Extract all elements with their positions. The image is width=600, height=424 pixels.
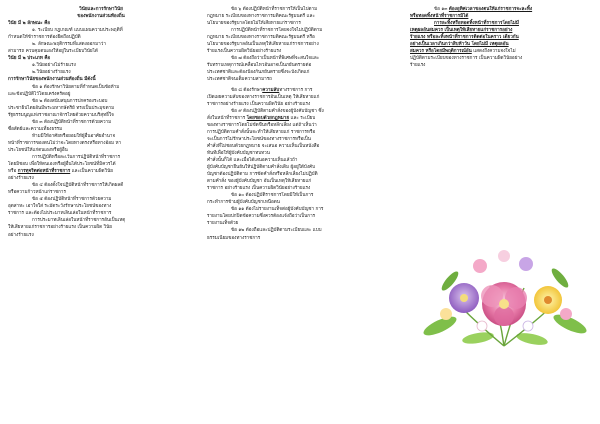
text-line: รายงานเท็จด้วย — [207, 221, 239, 227]
text-line: ร้ายแรง — [410, 63, 426, 69]
text-line: ประโยชน์ให้แก่ตนเองหรือผู้อื่น — [8, 147, 68, 153]
text-span: สั่งในหน้าที่ราชการ — [207, 115, 247, 121]
column-middle — [207, 6, 397, 242]
text-line — [410, 48, 594, 55]
list-item: ๑.วินัยอย่างไม่ร้ายแรง — [32, 63, 76, 69]
text-span: ทางราชการ การ — [279, 87, 313, 93]
list-item: ๒.วินัยอย่างร้ายแรง — [32, 70, 71, 76]
text-line: คำสั่งนั้นก็ได้ และเมื่อได้เสนอความเห็นแล้วถ้า — [207, 157, 298, 163]
text-line: ราชการ และต้องไม่ประมาทเลินเล่อในหน้าที่ราชการ — [8, 211, 112, 217]
text-line: ประชาธิปไตยอันมีพระมหากษัตริย์ ทรงเป็นประมุขตาม — [8, 105, 115, 111]
text-line: นโยบายของรัฐบาลโดยไม่ให้เสียหายแก่ราชการ — [207, 21, 301, 27]
text-span: ข้อ ๑๓ — [434, 7, 449, 12]
purple-flower — [449, 283, 479, 313]
underlined-phrase: อย่างเป็นเวลาเกินกว่าสิบห้าวัน โดยไม่มี เหตุผลอัน — [410, 42, 509, 48]
text-line: การปฏิบัติตามคำสั่งนั้นจะทำให้เสียหายแก่ ราชการหรือ — [207, 129, 316, 135]
text-line: บัญชาต้องปฏิบัติตาม การขัดคำสั่งหรือหลีกเลี่ยงไม่ปฏิบัติ — [207, 172, 318, 178]
text-line: ข้อ ๗ ต้องถือว่าเป็นหน้าที่พิเศษที่จะสนใจและ — [231, 56, 320, 62]
text-line — [207, 115, 397, 122]
text-span: และเป็นความผิดวินัย — [70, 169, 113, 175]
underlined-phrase: การทุจริตต่อหน้าที่ราชการ — [17, 169, 71, 175]
text-line: การประมาทเลินเล่อในหน้าที่ราชการอันเป็นเหตุ — [32, 218, 126, 224]
text-line: ร้ายแรงเป็นความผิดวินัยอย่างร้ายแรง — [207, 49, 282, 55]
underlined-phrase: การละทิ้งหรือทอดทิ้งหน้าที่ราชการโดยไม่มี — [434, 21, 519, 27]
text-line: ข้อ ๙ ต้องปฏิบัติตามคำสั่งของผู้บังคับบัญชา ซึ่ง — [231, 108, 324, 114]
text-line: อย่างร้ายแรง — [8, 232, 34, 238]
column-left — [8, 6, 194, 239]
text-line: จะเป็นการไม่รักษาประโยชน์ของทางราชการหรือเป็น — [207, 136, 311, 142]
text-line — [8, 168, 194, 175]
text-line: รับทราบเหตุการณ์เคลื่อนไหวอันอาจเป็นภยันตรายต่อ — [207, 63, 312, 69]
text-line: กฎหมาย ระเบียบของทางราชการมติคณะรัฐมนตรี และ — [207, 14, 315, 20]
text-line: กฎหมาย ระเบียบของทางราชการมติคณะรัฐมนตรี หรือ — [207, 35, 315, 41]
underlined-phrase: ต้องอุทิศเวลาของตนให้แก่ราชการจะละทิ้ง — [448, 7, 533, 12]
text-line: คำสั่งที่ไม่ชอบด้วยกฎหมาย จะเสนอ ความเห็นเป็นหนังสือ — [207, 143, 320, 149]
text-line: ประเทศชาติจนเต็มความสามารถ — [207, 77, 272, 83]
text-span: หรือ — [8, 169, 18, 175]
underlined-phrase: โดยชอบด้วยกฎหมาย — [246, 115, 290, 121]
pink-flower — [481, 282, 527, 326]
text-line: รายงานโดยปกปิดข้อความซึ่งควรต้องแจ้งถือว่าเป็นการ — [207, 214, 316, 220]
text-span: ข้อ ๘ ต้องรักษา — [231, 87, 263, 93]
flower-illustration — [420, 226, 588, 356]
text-line: ข้อ ๑๑ ต้องไม่รายงานเท็จต่อผู้บังคับบัญชา การ — [231, 207, 324, 213]
section-heading-rules: การรักษาวินัยของพนักงานส่วนท้องถิ่น มีดังนี้ — [8, 77, 96, 83]
text-line: ให้เสียหายแก่ราชการอย่างร้ายแรง เป็นความผิด วินัย — [8, 225, 112, 231]
text-line: และข้อปฏิบัติไว้โดยเคร่งครัดอยู่ — [8, 91, 71, 97]
text-line: ๑. ระเบียบ กฎเกณฑ์ แบบแผนความประพฤติที่ — [32, 28, 123, 34]
text-line: ห้ามมิให้อาศัยหรือยอมให้ผู้อื่นอาศัยอำนาจ — [32, 133, 116, 139]
text-line: ข้อ ๑๒ ต้องถือและปฏิบัติตามระเบียบและ แบบ — [231, 228, 322, 234]
text-line: ข้อ ๖ ต้องปฏิบัติหน้าที่ราชการให้เป็นไปตาม — [231, 7, 318, 12]
text-line: ซื่อสัตย์และความเที่ยงธรรม — [8, 126, 63, 132]
text-line: ธรรมเนียมของทางราชการ — [207, 235, 261, 241]
text-line: ตามคำสั่ง ของผู้บังคับบัญชา อันเป็นเหตุให้เสียหายแก่ — [207, 179, 312, 185]
section-heading-discipline-categories: วินัย มี ๒ ประเภท คือ — [8, 56, 51, 62]
text-line: ข้อ ๓ ต้องปฏิบัติหน้าที่ราชการด้วยความ — [32, 119, 112, 125]
underlined-phrase: หรือทอดทิ้งหน้าที่ราชการมิได้ — [410, 14, 469, 20]
text-line: ผู้บังคับบัญชายืนยันให้ปฏิบัติตามคำสั่งเดิม ผู้อยู่ใต้บังคับ — [207, 165, 316, 171]
text-line: ราชการ อย่างร้ายแรง เป็นความผิดวินัยอย่างร้ายแรง — [207, 186, 311, 192]
text-line: กระทำการข้ามผู้บังคับบัญชาเหนือตน — [207, 200, 280, 206]
text-line: สามารถ ควบคุมตนเองให้อยู่ในระเบียบวินัยได้ — [8, 49, 98, 55]
text-line: การปฏิบัติหรือละเว้นการปฏิบัติหน้าที่ราชการ — [32, 154, 121, 160]
underlined-phrase: ร้ายแรง หรือละทิ้งหน้าที่ราชการติดต่อในคราว เดียวกัน — [410, 35, 519, 41]
text-line: ปฏิบัติตามระเบียบของทางราชการ เป็นความผิดวินัยอย่าง — [410, 56, 523, 62]
text-line: ของทางราชการโดยไม่ขัดขืนหรือหลีกเลี่ยง แต่ถ้าเห็นว่า — [207, 122, 317, 128]
text-line: หรือความก้าวหน้าแก่ราชการ — [8, 190, 66, 196]
document-subtitle: ของพนักงานส่วนท้องถิ่น — [77, 14, 125, 20]
text-line: ราชการอย่างร้ายแรง เป็นความผิดวินัย อย่างร้ายแรง — [207, 101, 311, 107]
text-line: ประเทศชาติและต้องป้องกันภยันตรายซึ่งจะบังเกิดแก่ — [207, 70, 310, 76]
text-line: หน้าที่ราชการของตนไม่ว่าจะโดยทางตรงหรือทางอ้อม หา — [8, 140, 122, 146]
section-heading-discipline-types: วินัย มี ๒ ลักษณะ คือ — [8, 21, 51, 27]
yellow-flower — [534, 286, 562, 314]
text-line — [410, 6, 594, 13]
text-line: ๒. ลักษณะพฤติกรรมที่แสดงออกมาว่า — [32, 42, 106, 48]
underlined-phrase: ความลับ — [262, 87, 280, 93]
text-line: ข้อ ๑ ต้องรักษาวินัยตามที่กำหนดเป็นข้อห้าม — [32, 84, 120, 90]
text-span: แสดงถึงความจงใจไม่ — [471, 49, 516, 55]
text-line: ทันทีเพื่อให้ผู้บังคับบัญชาทบทวน — [207, 150, 270, 156]
text-line: โดยมิชอบ เพื่อให้ตนเองหรือผู้อื่นได้ประโยชน์ที่มิควรได้ — [8, 162, 116, 168]
text-line: ข้อ ๒ ต้องสนับสนุนการปกครองระบอบ — [32, 98, 108, 104]
underlined-phrase: สมควร หรือโดยมีพฤติการณ์อัน — [410, 49, 472, 55]
column-right — [410, 6, 594, 69]
text-line: การปฏิบัติหน้าที่ราชการโดยจงใจไม่ปฏิบัติตาม — [231, 28, 323, 34]
text-line: เปิดเผยความลับของทางราชการอันเป็นเหตุ ให้เสียหายแก่ — [207, 94, 320, 100]
text-line: อย่างร้ายแรง — [8, 176, 34, 182]
text-line: ข้อ ๔ ต้องตั้งใจปฏิบัติหน้าที่ราชการให้เกิดผลดี — [32, 183, 124, 189]
text-line: รัฐธรรมนูญแห่งราชอาณาจักรไทยด้วยความบริสุทธิ์ใจ — [8, 112, 114, 118]
text-line: นโยบายของรัฐบาลอันเป็นเหตุให้เสียหายแก่ราชการอย่าง — [207, 42, 319, 48]
text-span: และ ระเบียบ — [289, 115, 316, 121]
text-line: ข้อ ๑๐ ต้องปฏิบัติราชการโดยมิให้เป็นการ — [231, 193, 314, 199]
document-title: วินัยและการรักษาวินัย — [79, 7, 123, 12]
text-line: อุตสาหะ เอาใจใส่ ระมัดระวังรักษาประโยชน์ของทาง — [8, 204, 112, 210]
text-line: ข้อ ๕ ต้องปฏิบัติหน้าที่ราชการด้วยความ — [32, 197, 112, 203]
underlined-phrase: เหตุผลอันสมควร เป็นเหตุให้เสียหายแก่ราชการอย่าง — [410, 28, 513, 34]
text-line: กำหนดให้ข้าราชการต้องยึดถือปฏิบัติ — [8, 35, 81, 41]
text-line — [207, 87, 397, 94]
